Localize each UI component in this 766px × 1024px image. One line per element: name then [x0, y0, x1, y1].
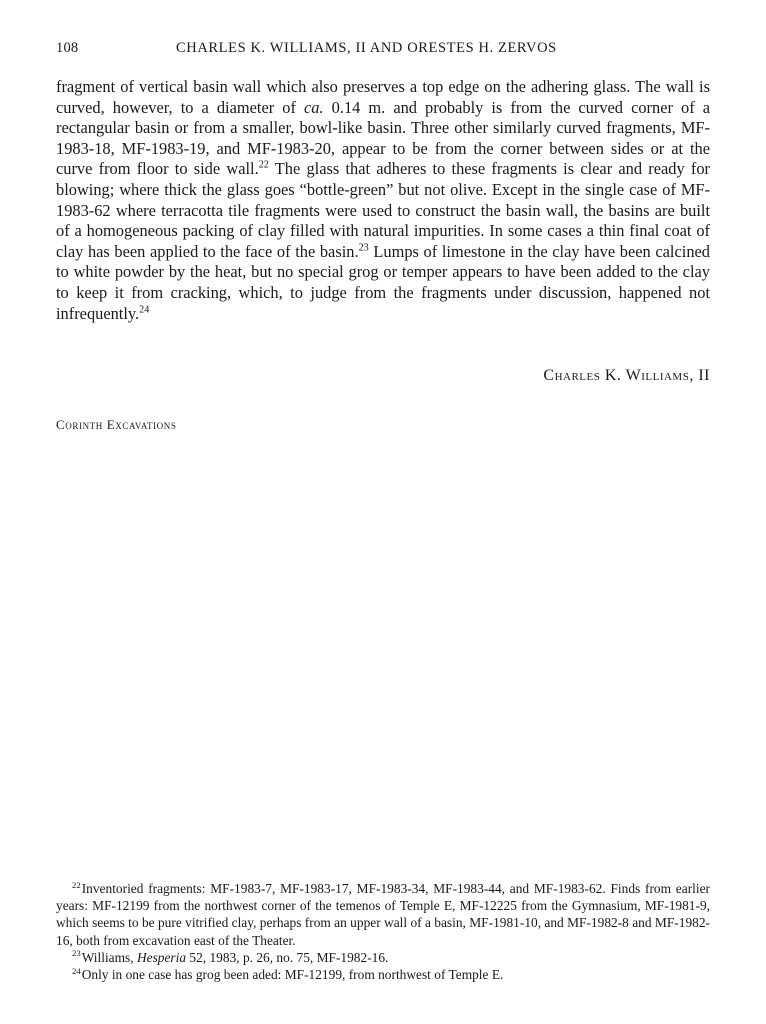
footnote-24	[56, 966, 710, 983]
footnote-23	[56, 949, 710, 966]
footnote-number: 23	[72, 948, 81, 959]
footnote-number: 24	[72, 965, 81, 976]
body-paragraph	[56, 77, 710, 324]
footnote-number: 22	[72, 879, 81, 890]
footnote-ref-24[interactable]: 24	[139, 304, 150, 316]
body-text-part-1: fragment of vertical basin wall which also preserves a top edge on the adhering glass. The wall is curved, however, to a diameter of	[56, 77, 710, 117]
page-number: 108	[56, 40, 79, 56]
footnote-22	[56, 880, 710, 949]
footnote-ref-22[interactable]: 22	[258, 159, 269, 171]
author-affiliation: Corinth Excavations	[56, 417, 177, 432]
body-text-italic-ca: ca.	[304, 97, 324, 117]
footnote-text: Williams,	[81, 949, 137, 965]
running-head-authors: CHARLES K. WILLIAMS, II AND ORESTES H. ZERVOS	[176, 40, 557, 56]
body-text-part-2: 0.14 m. and probably is from the curved corner of a rectangular basin or from a smaller, bowl-like basin. Three other similarly curved fragments, MF-1983-18, MF-1983-19, and MF-1983-20, appear to be from the corner between sides or at the curve from floor to side wall.	[56, 97, 710, 179]
footnote-journal-title: Hesperia	[136, 949, 187, 965]
running-head	[56, 40, 710, 60]
page	[56, 0, 710, 1024]
author-signature: Charles K. Williams, II	[543, 367, 710, 384]
footnote-text: Only in one case has grog been aded: MF-12199, from northwest of Temple E.	[81, 967, 504, 983]
body-text-part-4: Lumps of limestone in the clay have been calcined to white powder by the heat, but no special grog or temper appears to have been added to the clay to keep it from cracking, which, to judge from the fragments under discussion, happened not infrequently.	[56, 241, 710, 323]
footnote-text: 52, 1983, p. 26, no. 75, MF-1982-16.	[186, 949, 389, 965]
body-text-part-3: The glass that adheres to these fragments is clear and ready for blowing; where thick the glass goes “bottle-green” but not olive. Except in the single case of MF-1983-62 where terracotta tile fragments were used to construct the basin wall, the basins are built of a homogeneous packing of clay filled with natural impurities. In some cases a thin final coat of clay has been applied to the face of the basin.	[56, 159, 711, 261]
footnote-ref-23[interactable]: 23	[358, 242, 369, 254]
footnotes	[56, 880, 710, 983]
footnote-text: Inventoried fragments: MF-1983-7, MF-1983-17, MF-1983-34, MF-1983-44, and MF-1983-62. Finds from earlier years: MF-12199 from the northwest corner of the temenos of Temple E, MF-12225 from the Gymnasium, MF-1981-9, which seems to be pure vitrified clay, perhaps from an upper wall of a basin, MF-1981-10, and MF-1982-8 and MF-1982-16, both from excavation east of the Theater.	[56, 881, 710, 948]
